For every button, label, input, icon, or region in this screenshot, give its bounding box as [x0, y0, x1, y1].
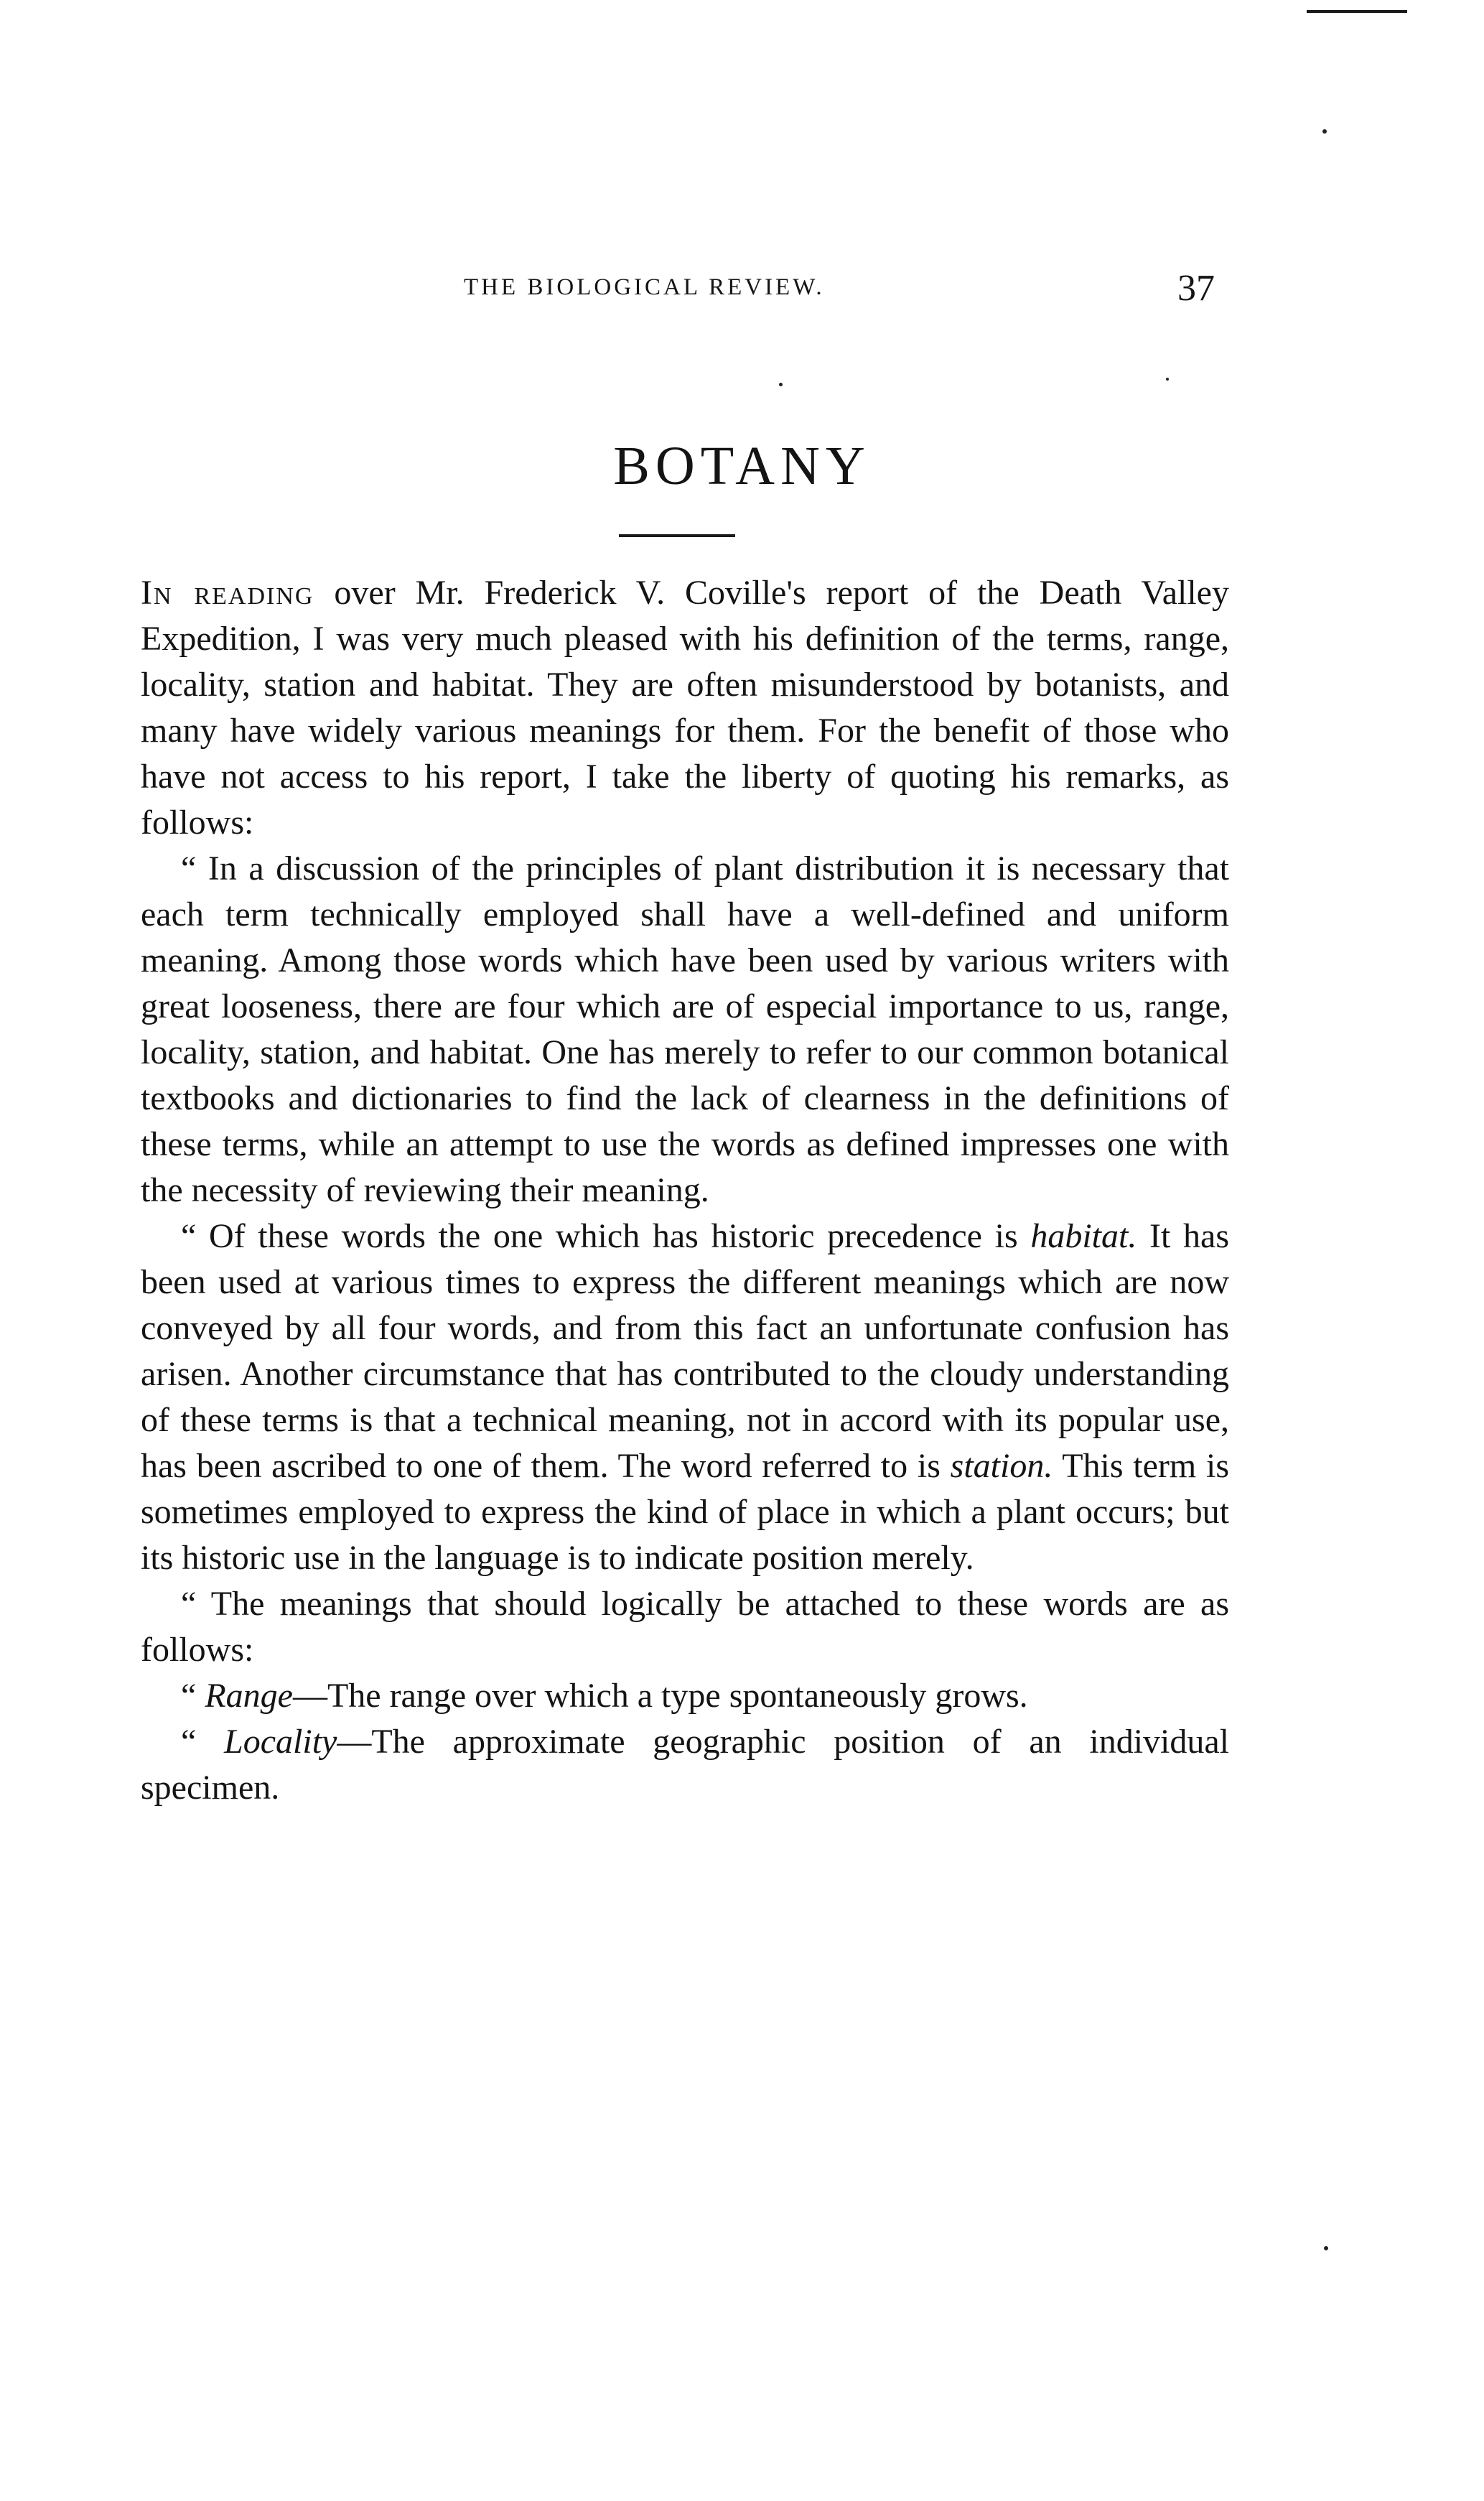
open-quote-mark: “ [181, 1217, 209, 1255]
open-quote-mark: “ [181, 1677, 205, 1715]
scan-speck [1324, 2246, 1328, 2250]
running-head: THE BIOLOGICAL REVIEW. [464, 274, 825, 300]
open-quote-mark: “ [181, 1585, 211, 1623]
paragraph-text: This term is sometimes employed to express the kind of place in which a plant occurs; but its historic use in the language is to indicate position merely. [141, 1447, 1230, 1577]
paragraph-text: It has been used at various times to express the different meanings which are now conveyed by all four words, and from this fact an unfortunate confusion has arisen. Another circumstance that has contributed to the cloudy understanding of these terms is that a technical meaning, not in accord with its popular use, has been ascribed to one of them. The word referred to is [141, 1217, 1230, 1485]
paragraph-text: In a discussion of the principles of plant distribution it is necessary that each term technically employed shall have a well-defined and uniform meaning. Among those words which have been used by various writers with great looseness, there are four which are of especial importance to us, range, locality, station, and habitat. One has merely to refer to our common botanical textbooks and dictionaries to find the lack of clearness in the definitions of these terms, while an attempt to use the words as defined impresses one with the necessity of reviewing their meaning. [141, 849, 1229, 1209]
italic-term-locality: Locality [224, 1723, 337, 1761]
quote-paragraph-1 [141, 846, 1229, 1214]
definition-text: —The range over which a type spontaneously grows. [292, 1677, 1028, 1715]
page-number: 37 [1177, 268, 1215, 309]
intro-text: over Mr. Frederick V. Coville's report of the Death Valley Expedition, I was very much pleased with his definition of the terms, range, locality, station and habitat. They are often misunderstood by botanists, and many have widely various meanings for them. For the benefit of those who have not access to his report, I take the liberty of quoting his remarks, as follows: [141, 574, 1229, 842]
quote-paragraph-2 [141, 1214, 1229, 1581]
drop-lead-words: In reading [141, 574, 314, 612]
article-title: BOTANY [613, 436, 871, 496]
scan-speck [1166, 378, 1169, 381]
paragraph-text: Of these words the one which has historic precedence is [208, 1217, 1031, 1255]
paragraph-text: The meanings that should logically be attached to these words are as follows: [141, 1585, 1230, 1669]
open-quote-mark: “ [181, 849, 208, 888]
definition-range [141, 1673, 1229, 1719]
open-quote-mark: “ [181, 1723, 225, 1761]
intro-paragraph [141, 570, 1229, 846]
article-body [141, 570, 1229, 1811]
definition-locality [141, 1719, 1229, 1811]
italic-term-habitat: habitat. [1030, 1217, 1137, 1255]
italic-term-station: station. [950, 1447, 1053, 1485]
italic-term-range: Range [205, 1677, 293, 1715]
title-rule [619, 534, 735, 537]
scan-speck [1322, 129, 1327, 134]
quote-paragraph-3 [141, 1581, 1229, 1673]
scan-speck [779, 383, 783, 386]
definition-text: —The approximate geographic position of an individual specimen. [141, 1723, 1230, 1807]
top-edge-rule [1307, 10, 1407, 13]
